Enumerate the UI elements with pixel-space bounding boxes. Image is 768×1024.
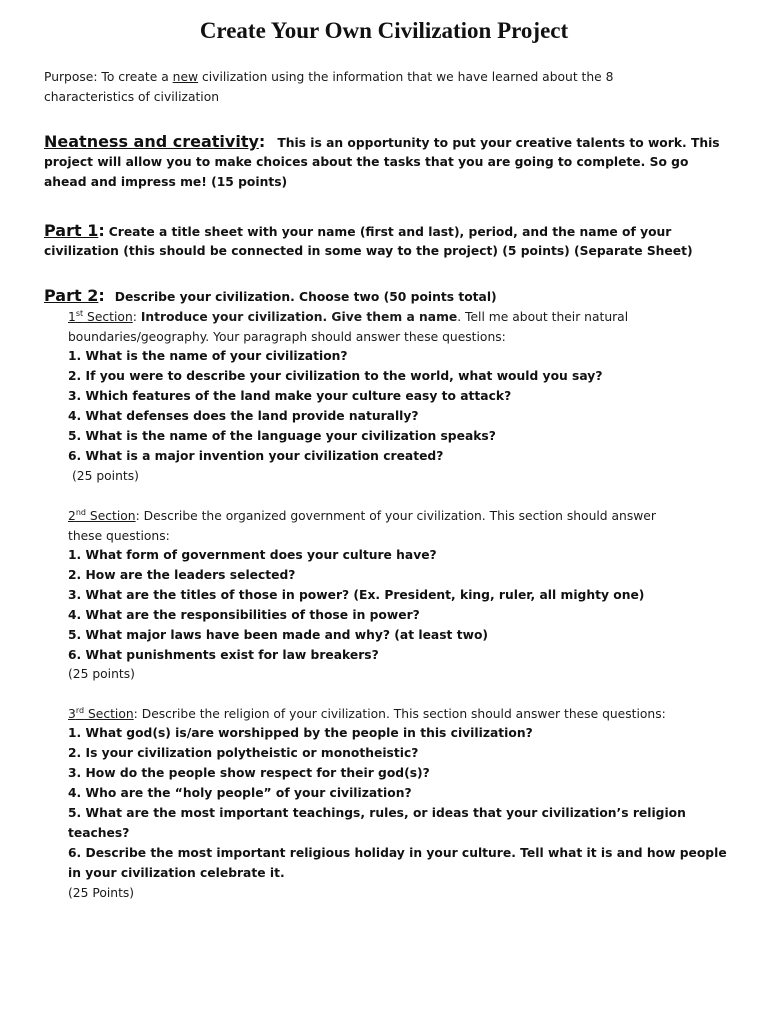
section3-question: 5. What are the most important teachings, rules, or ideas that your civilization’s religion [68, 806, 686, 820]
section2-question: 4. What are the responsibilities of those in power? [68, 608, 420, 622]
purpose-prefix: Purpose: To create a [44, 70, 173, 84]
section2-question: 2. How are the leaders selected? [68, 568, 296, 582]
section3-question: 1. What god(s) is/are worshipped by the people in this civilization? [68, 726, 533, 740]
section1-bold-text: Introduce your civilization. Give them a name [140, 310, 458, 324]
part1-line-2: civilization (this should be connected in some way to the project) (5 points) (Separate Sheet) [44, 244, 693, 258]
section3-question: in your civilization celebrate it. [68, 866, 285, 880]
neatness-text-1: This is an opportunity to put your creative talents to work. This [277, 136, 720, 150]
section2-line-2: these questions: [68, 529, 170, 543]
neatness-line-2: project will allow you to make choices about the tasks that you are going to complete. So go [44, 155, 689, 169]
purpose-line-2: characteristics of civilization [44, 90, 220, 104]
section3-question: 4. Who are the “holy people” of your civilization? [68, 786, 412, 800]
section3-question: 6. Describe the most important religious holiday in your culture. Tell what it is and how people [68, 846, 727, 860]
part1-text-1: Create a title sheet with your name (first and last), period, and the name of your [108, 225, 672, 239]
section2-label: 2nd Section [68, 508, 136, 523]
section2-text: Describe the organized government of your civilization. This section should answer [143, 509, 656, 523]
part2-intro: Describe your civilization. Choose two (50 points total) [114, 290, 497, 304]
section1-question: 2. If you were to describe your civilization to the world, what would you say? [68, 369, 603, 383]
section1-label: 1st Section [68, 309, 133, 324]
section1-question: 5. What is the name of the language your civilization speaks? [68, 429, 496, 443]
section2-points: (25 points) [68, 667, 135, 681]
section2-question: 1. What form of government does your culture have? [68, 548, 437, 562]
section2-question: 3. What are the titles of those in power? (Ex. President, king, ruler, all mighty one) [68, 588, 645, 602]
section3-points: (25 Points) [68, 886, 135, 900]
section1-line-2: boundaries/geography. Your paragraph should answer these questions: [68, 330, 506, 344]
section1-plain-text: . Tell me about their natural [457, 310, 629, 324]
purpose-line-1 [44, 70, 613, 84]
part1-colon: : [98, 221, 105, 240]
section1-question: 6. What is a major invention your civilization created? [68, 449, 444, 463]
neatness-line-1 [44, 132, 720, 152]
part2-line [44, 286, 497, 306]
neatness-line-3: ahead and impress me! (15 points) [44, 175, 288, 189]
section3-label: 3rd Section [68, 706, 134, 721]
neatness-colon: : [258, 132, 266, 151]
part2-colon: : [98, 286, 105, 305]
section3-text: Describe the religion of your civilization. This section should answer these questions: [141, 707, 666, 721]
section3-question: teaches? [68, 826, 130, 840]
page-title: Create Your Own Civilization Project [199, 18, 569, 43]
section3-question: 3. How do the people show respect for their god(s)? [68, 766, 430, 780]
purpose-new-word: new [172, 70, 199, 84]
part1-line-1 [44, 221, 671, 241]
neatness-heading: Neatness and creativity [44, 132, 259, 151]
section1-points: (25 points) [72, 469, 139, 483]
section2-question: 6. What punishments exist for law breakers? [68, 648, 379, 662]
part2-heading: Part 2 [44, 286, 99, 305]
section2-line-1: 2nd Section: Describe the organized government of your civilization. This section should answer [68, 508, 656, 523]
purpose-suffix: civilization using the information that we have learned about the 8 [198, 70, 614, 84]
section1-question: 4. What defenses does the land provide naturally? [68, 409, 419, 423]
section1-line-1: 1st Section: Introduce your civilization. Give them a name. Tell me about their natural [68, 309, 629, 324]
section3-question: 2. Is your civilization polytheistic or monotheistic? [68, 746, 419, 760]
section1-question: 1. What is the name of your civilization? [68, 349, 348, 363]
part1-heading: Part 1 [44, 221, 99, 240]
section3-line-1: 3rd Section: Describe the religion of your civilization. This section should answer these questions: [68, 706, 666, 721]
section2-question: 5. What major laws have been made and why? (at least two) [68, 628, 489, 642]
section1-question: 3. Which features of the land make your culture easy to attack? [68, 389, 512, 403]
